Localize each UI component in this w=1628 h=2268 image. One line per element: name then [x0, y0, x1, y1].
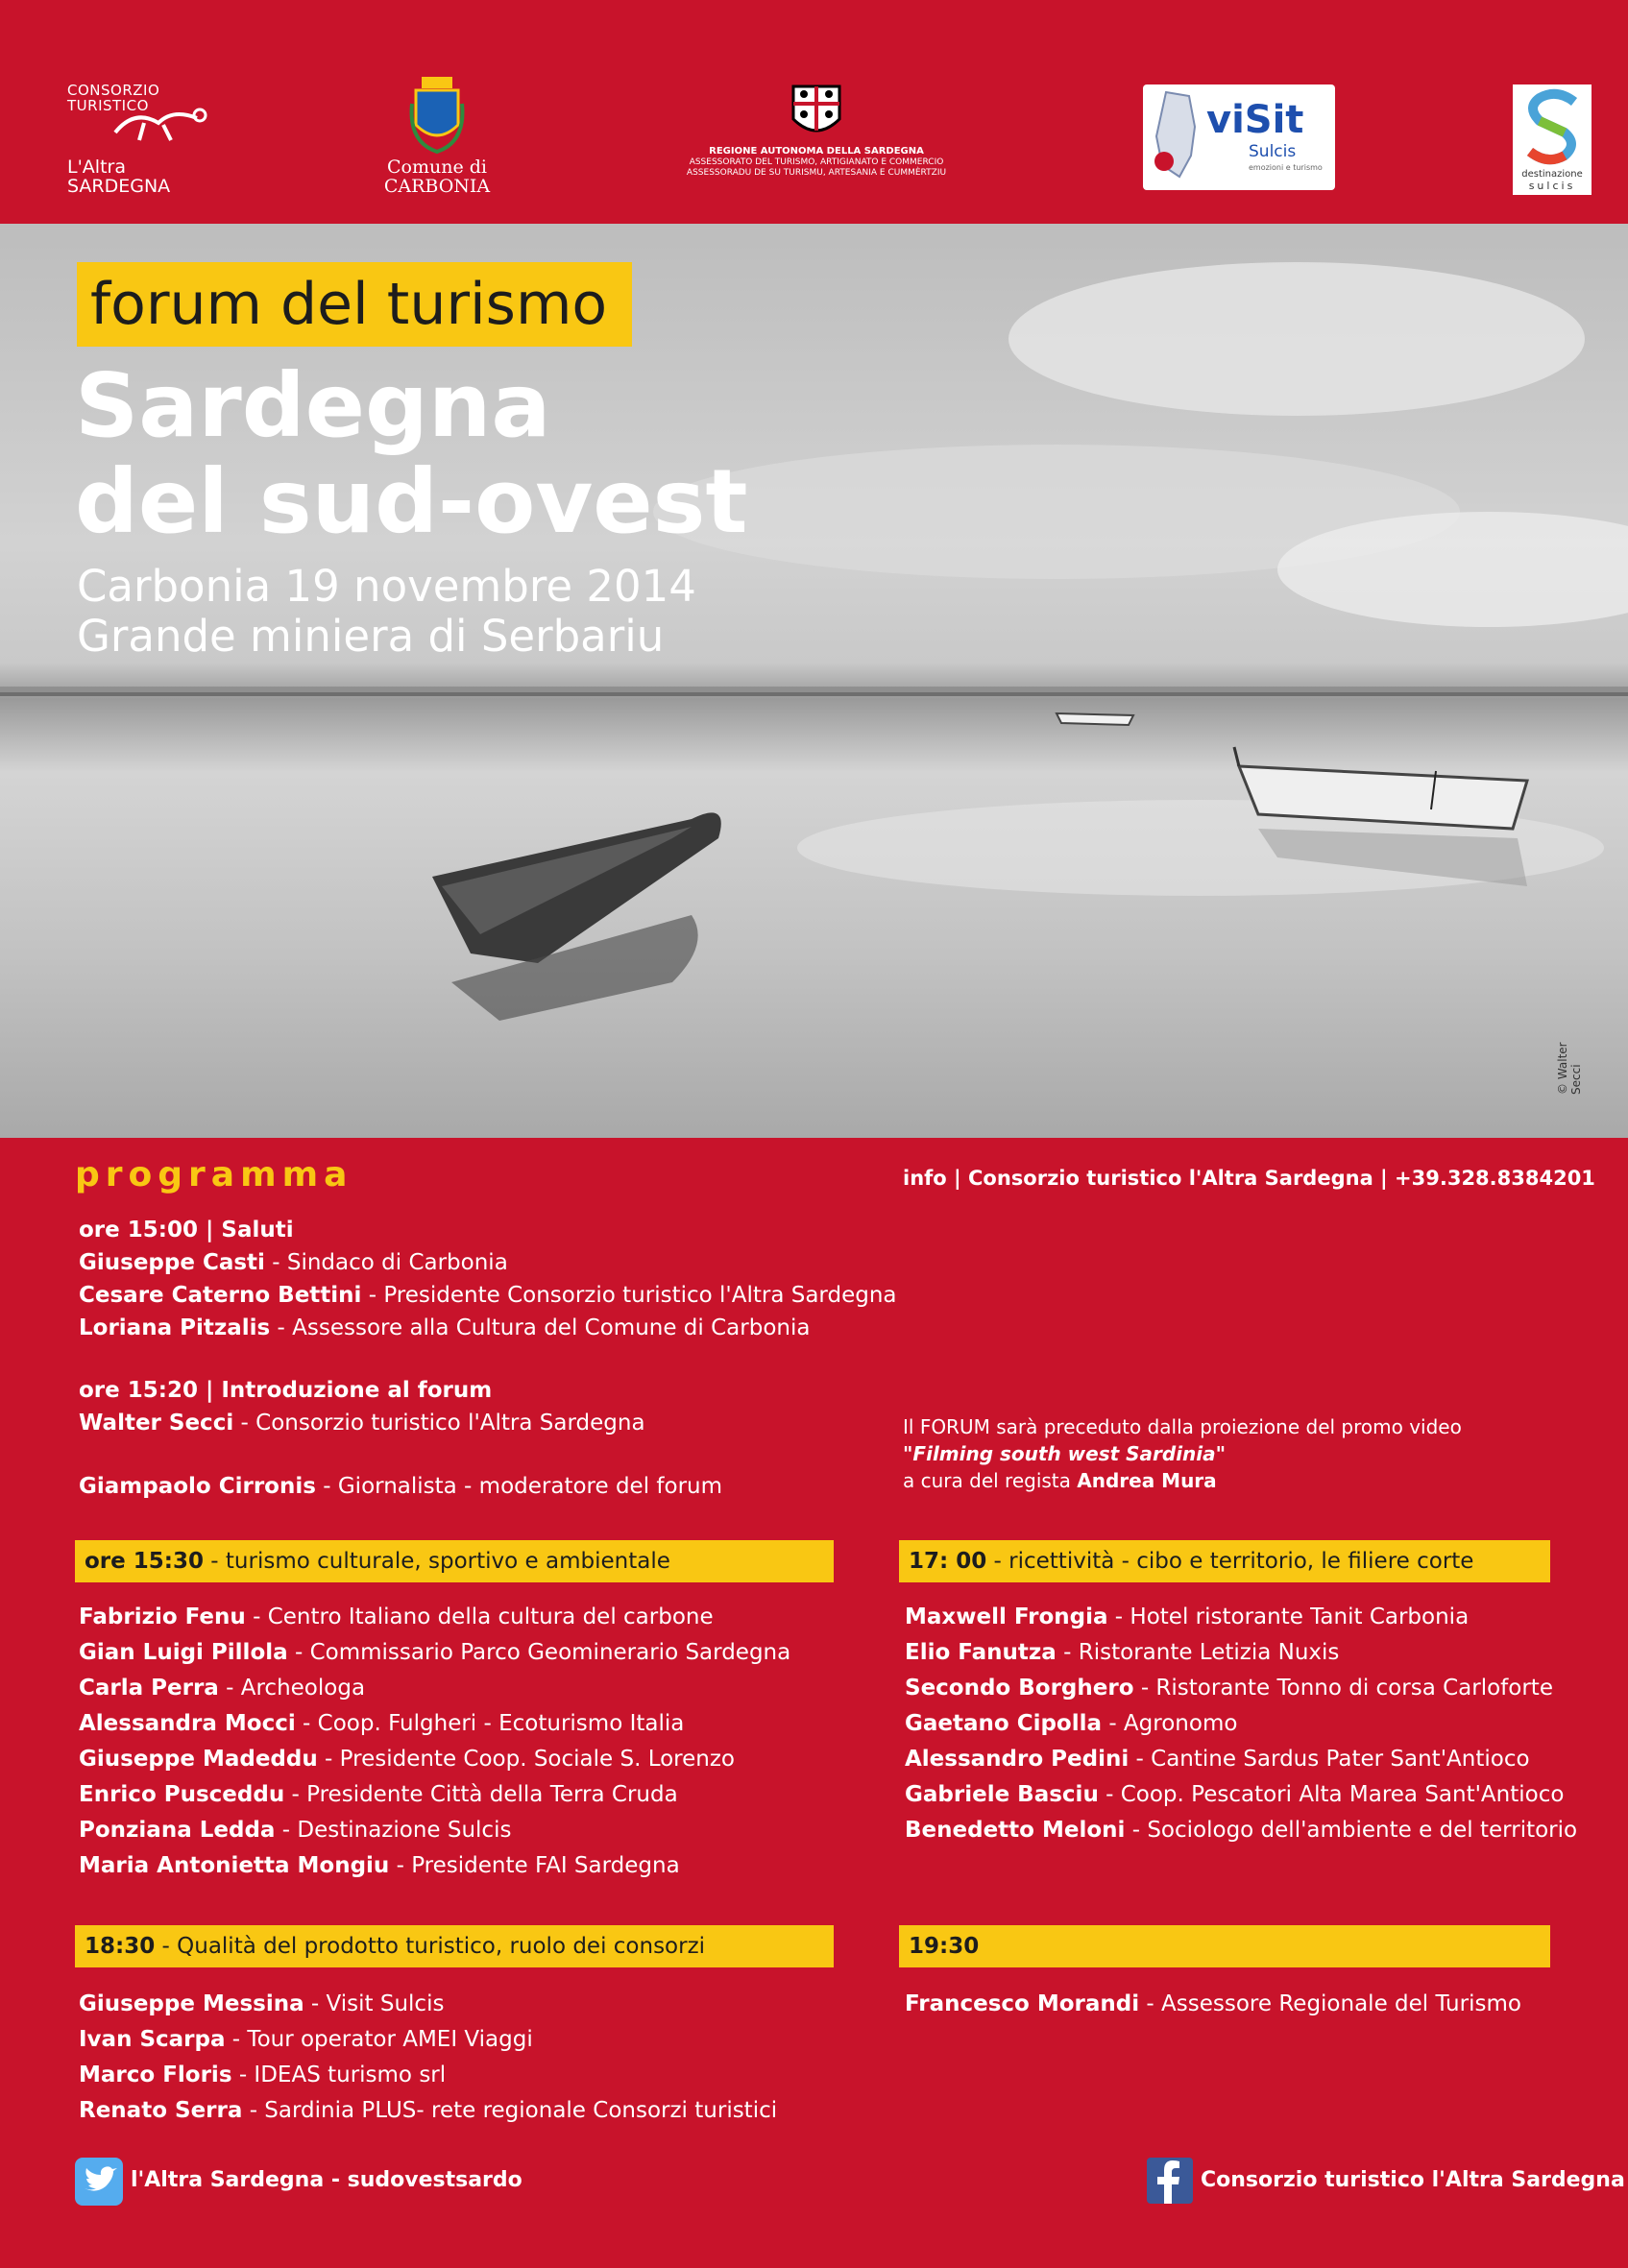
speaker-line: Loriana Pitzalis - Assessore alla Cultura del Comune di Carbonia [79, 1315, 811, 1340]
speaker-line: Walter Secci - Consorzio turistico l'Altra Sardegna [79, 1411, 645, 1436]
photo-credit: © Walter Secci [1556, 1042, 1583, 1095]
speaker-line: Benedetto Meloni - Sociologo dell'ambiente e del territorio [905, 1818, 1578, 1843]
page-title-line2: del sud-ovest [75, 450, 748, 553]
speaker-line: Maxwell Frongia - Hotel ristorante Tanit Carbonia [905, 1604, 1470, 1629]
speaker-line: Ivan Scarpa - Tour operator AMEI Viaggi [79, 2027, 533, 2052]
logo-text: TURISTICO [67, 97, 149, 114]
regione-logo [663, 83, 970, 179]
session1-bar: ore 15:30 - turismo culturale, sportivo e ambientale [75, 1540, 834, 1582]
intro-heading: ore 15:20 | Introduzione al forum [79, 1378, 493, 1403]
session3-bar: 18:30 - Qualità del prodotto turistico, ruolo dei consorzi [75, 1925, 834, 1967]
video-note-line1: Il FORUM sarà preceduto dalla proiezione del promo video [903, 1415, 1462, 1438]
speaker-line: Elio Fanutza - Ristorante Letizia Nuxis [905, 1640, 1340, 1665]
logo-header [0, 0, 1628, 224]
speaker-line: Gabriele Basciu - Coop. Pescatori Alta Marea Sant'Antioco [905, 1782, 1565, 1807]
destinazione-sulcis-logo [1513, 84, 1592, 195]
consorzio-logo [67, 83, 192, 196]
sardinia-map-icon [1147, 88, 1204, 184]
session4-bar: 19:30 [899, 1925, 1550, 1967]
forum-tag: forum del turismo [77, 262, 632, 347]
quattro-mori-shield-icon [788, 83, 845, 142]
logo-text: destinazione [1521, 169, 1583, 180]
speaker-line: Gian Luigi Pillola - Commissario Parco Geominerario Sardegna [79, 1640, 791, 1665]
facebook-icon[interactable] [1147, 2158, 1193, 2204]
logo-text: REGIONE AUTONOMA DELLA SARDEGNA [709, 146, 924, 157]
s-letter-icon [1519, 88, 1586, 165]
logo-text: Sulcis [1249, 142, 1297, 161]
video-note-line2: "Filming south west Sardinia" [903, 1442, 1227, 1465]
logo-text: ASSESSORATO DEL TURISMO, ARTIGIANATO E COMMERCIO [689, 157, 944, 167]
logo-text: emozioni e turismo [1249, 163, 1323, 172]
speaker-line: Giampaolo Cirronis - Giornalista - moderatore del forum [79, 1474, 723, 1499]
nuraghe-figure-icon [106, 104, 221, 142]
facebook-page[interactable]: Consorzio turistico l'Altra Sardegna [1201, 2168, 1625, 2192]
speaker-line: Alessandro Pedini - Cantine Sardus Pater Sant'Antioco [905, 1747, 1530, 1772]
twitter-handle[interactable]: l'Altra Sardegna - sudovestsardo [131, 2168, 522, 2192]
speaker-line: Alessandra Mocci - Coop. Fulgheri - Ecoturismo Italia [79, 1711, 685, 1736]
video-note-line3: a cura del regista Andrea Mura [903, 1469, 1217, 1492]
speaker-line: Fabrizio Fenu - Centro Italiano della cultura del carbone [79, 1604, 714, 1629]
speaker-line: Secondo Borghero - Ristorante Tonno di corsa Carloforte [905, 1676, 1553, 1701]
twitter-icon[interactable] [75, 2158, 123, 2206]
speaker-line: Giuseppe Messina - Visit Sulcis [79, 1991, 445, 2016]
logo-text: CARBONIA [383, 176, 491, 197]
speaker-line: Marco Floris - IDEAS turismo srl [79, 2063, 447, 2087]
speaker-line: Gaetano Cipolla - Agronomo [905, 1711, 1238, 1736]
page-title-line1: Sardegna [75, 354, 551, 457]
programma-heading: programma [75, 1155, 353, 1194]
logo-text: sulcis [1528, 180, 1576, 192]
logo-text: L'Altra [67, 157, 126, 178]
logo-text: Comune di [387, 157, 487, 178]
logo-text: SARDEGNA [67, 176, 171, 197]
comune-logo [379, 75, 495, 196]
speaker-line: Maria Antonietta Mongiu - Presidente FAI Sardegna [79, 1853, 680, 1878]
speaker-line: Cesare Caterno Bettini - Presidente Consorzio turistico l'Altra Sardegna [79, 1283, 897, 1308]
venue: Grande miniera di Serbariu [77, 611, 665, 662]
logo-text: CONSORZIO [67, 82, 160, 99]
speaker-line: Carla Perra - Archeologa [79, 1676, 366, 1701]
date-place: Carbonia 19 novembre 2014 [77, 561, 696, 612]
info-line: info | Consorzio turistico l'Altra Sardegna | +39.328.8384201 [903, 1167, 1595, 1190]
session2-bar: 17: 00 - ricettività - cibo e territorio, le filiere corte [899, 1540, 1550, 1582]
logo-text: ASSESSORADU DE SU TURISMU, ARTESANIA E CUMMÈRTZIU [686, 168, 947, 178]
visit-sulcis-logo [1143, 84, 1335, 190]
logo-text: viSit [1206, 98, 1304, 142]
speaker-line: Francesco Morandi - Assessore Regionale del Turismo [905, 1991, 1521, 2016]
speaker-line: Renato Serra - Sardinia PLUS- rete regionale Consorzi turistici [79, 2098, 778, 2123]
speaker-line: Giuseppe Madeddu - Presidente Coop. Sociale S. Lorenzo [79, 1747, 736, 1772]
speaker-line: Enrico Pusceddu - Presidente Città della Terra Cruda [79, 1782, 678, 1807]
speaker-line: Giuseppe Casti - Sindaco di Carbonia [79, 1250, 508, 1275]
coat-of-arms-icon [408, 75, 466, 154]
speaker-line: Ponziana Ledda - Destinazione Sulcis [79, 1818, 512, 1843]
saluti-heading: ore 15:00 | Saluti [79, 1218, 294, 1243]
